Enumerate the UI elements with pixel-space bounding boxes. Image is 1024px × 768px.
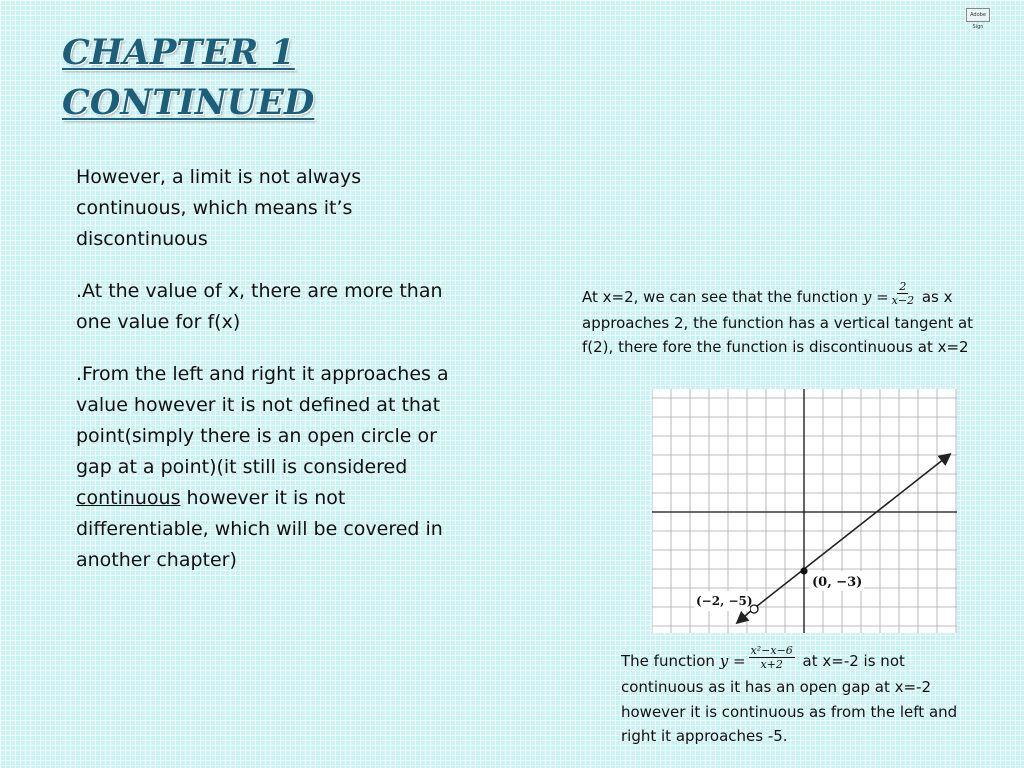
slide-title: [62, 28, 314, 128]
vertical-tangent-note: [582, 280, 1000, 359]
function-graph: [652, 389, 957, 633]
note-1-denominator: x−2: [891, 294, 915, 307]
note-2-denominator: x+2: [760, 658, 783, 671]
note-1-numerator: 2: [899, 280, 907, 293]
open-gap-note: [621, 644, 981, 749]
continuous-link[interactable]: continuous: [76, 487, 181, 509]
line-lower-arrow: [738, 610, 752, 622]
note-1-fraction: [892, 280, 914, 307]
note-2-numerator: x²−x−6: [750, 644, 793, 657]
open-point-label: (−2, −5): [696, 594, 753, 608]
note-2-equation-lhs: y =: [719, 652, 746, 670]
note-1-equation-lhs: y =: [862, 288, 889, 306]
note-1-rest: as x approaches 2, the function has a vertical tangent at f(2), there fore the function is discontinuous at x=2: [582, 288, 974, 356]
solid-point: [800, 567, 807, 574]
note-1-intro: At x=2, we can see that the function: [582, 288, 863, 306]
note-2-intro: The function: [621, 652, 720, 670]
paragraph-3-end: however it is not differentiable, which will be covered in another chapter): [76, 487, 443, 571]
title-line-2: CONTINUED: [62, 82, 315, 123]
paragraph-3-start: .From the left and right it approaches a value however it is not defined at that point(simply there is an open circle or gap at a point)(it still is considered: [76, 363, 449, 478]
note-2-rest: at x=-2 is not continuous as it has an open gap at x=-2 however it is continuous as from the left and right it approaches -5.: [621, 652, 958, 745]
point-label: (0, −3): [812, 575, 863, 590]
note-2-fraction: [749, 644, 795, 671]
left-text-block: [76, 162, 456, 597]
graph-svg: [652, 389, 957, 633]
title-line-1: CHAPTER 1: [62, 32, 295, 73]
paragraph-2: .At the value of x, there are more than one value for f(x): [76, 280, 443, 333]
paragraph-3: [76, 359, 456, 576]
paragraph-1: However, a limit is not always continuous, which means it’s discontinuous: [76, 166, 362, 250]
corner-badge[interactable]: Adobe Sign: [966, 8, 990, 22]
